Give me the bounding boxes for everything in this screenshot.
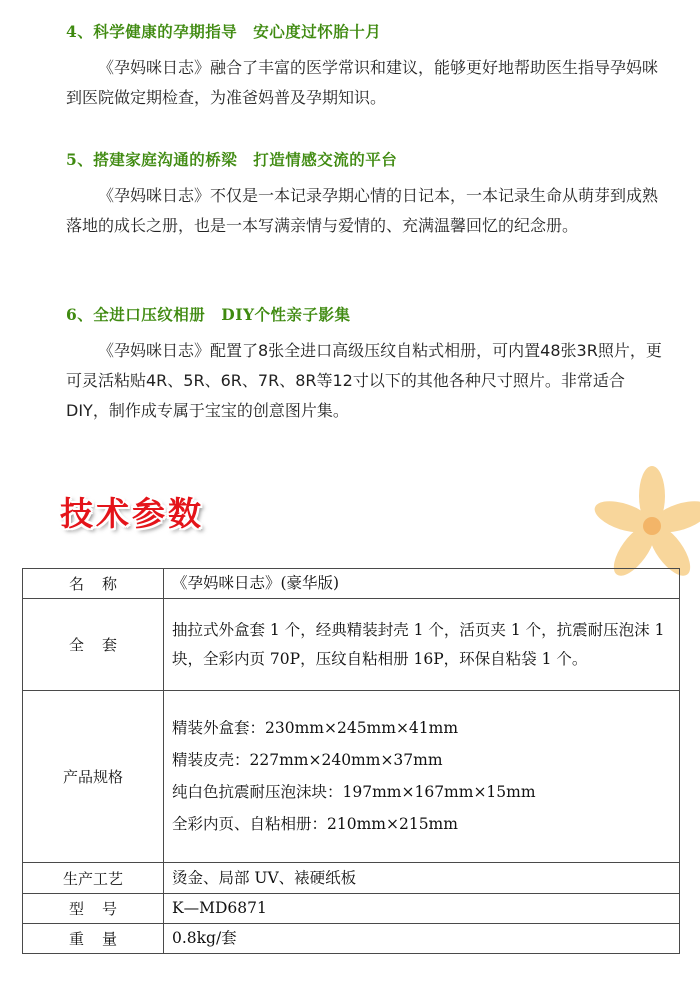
craft-value: 烫金、局部 UV、裱硬纸板 xyxy=(164,863,680,894)
set-label: 全套 xyxy=(23,599,164,691)
name-value: 《孕妈咪日志》(豪华版) xyxy=(164,569,680,599)
set-value: 抽拉式外盒套 1 个，经典精装封壳 1 个，活页夹 1 个，抗震耐压泡沫 1 块，全彩内页 70P，压纹自粘相册 16P，环保自粘袋 1 个。 xyxy=(164,599,680,691)
craft-label: 生产工艺 xyxy=(23,863,164,894)
section-4-body: 《孕妈咪日志》融合了丰富的医学常识和建议，能够更好地帮助医生指导孕妈咪到医院做定期检查，为准爸妈普及孕期知识。 xyxy=(66,58,659,107)
model-label: 型号 xyxy=(23,894,164,924)
section-6-heading: 6、全进口压纹相册 DIY个性亲子影集 xyxy=(66,305,351,324)
spec-title: 技术参数 xyxy=(60,494,204,533)
model-value: K—MD6871 xyxy=(164,894,680,924)
table-row-weight xyxy=(23,924,680,954)
size-line: 全彩内页、自粘相册：210mm×215mm xyxy=(172,814,458,833)
section-5-heading: 5、搭建家庭沟通的桥梁 打造情感交流的平台 xyxy=(66,150,398,169)
size-values xyxy=(164,691,680,863)
weight-label: 重量 xyxy=(23,924,164,954)
table-row-model xyxy=(23,894,680,924)
table-row-craft xyxy=(23,863,680,894)
size-line: 精装外盒套：230mm×245mm×41mm xyxy=(172,718,459,737)
section-4-heading: 4、科学健康的孕期指导 安心度过怀胎十月 xyxy=(66,22,382,41)
weight-value: 0.8kg/套 xyxy=(164,924,680,954)
table-row-size xyxy=(23,691,680,863)
section-6-body: 《孕妈咪日志》配置了8张全进口高级压纹自粘式相册，可内置48张3R照片，更可灵活粘贴4R、5R、6R、7R、8R等12寸以下的其他各种尺寸照片。非常适合DIY，制作成专属于宝宝的创意图片集。 xyxy=(66,341,662,420)
flower-decoration-icon xyxy=(590,448,700,588)
size-label: 产品规格 xyxy=(23,691,164,863)
size-line: 精装皮壳：227mm×240mm×37mm xyxy=(172,750,443,769)
table-row-set xyxy=(23,599,680,691)
size-line: 纯白色抗震耐压泡沫块：197mm×167mm×15mm xyxy=(172,782,536,801)
spec-table xyxy=(22,568,680,954)
name-label: 名称 xyxy=(23,569,164,599)
spec-title-block xyxy=(60,488,204,535)
table-row-name xyxy=(23,569,680,599)
section-5-body: 《孕妈咪日志》不仅是一本记录孕期心情的日记本，一本记录生命从萌芽到成熟落地的成长之册，也是一本写满亲情与爱情的、充满温馨回忆的纪念册。 xyxy=(66,186,659,235)
